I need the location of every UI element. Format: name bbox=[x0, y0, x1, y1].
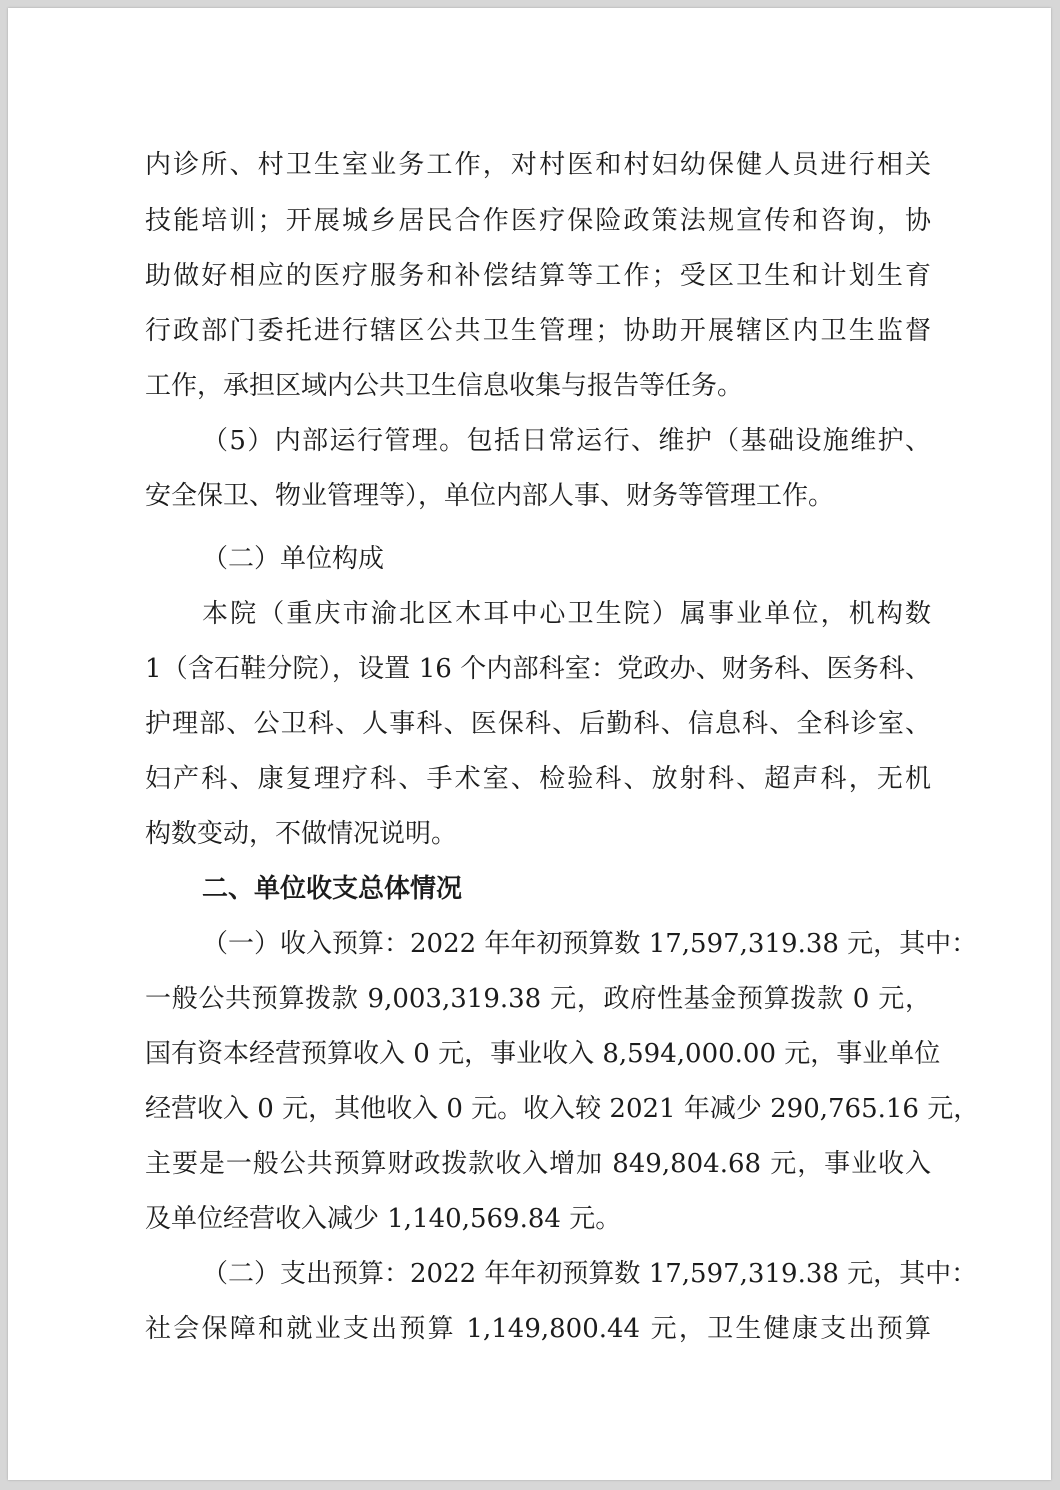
text-line: 行政部门委托进行辖区公共卫生管理；协助开展辖区内卫生监督 bbox=[145, 316, 931, 346]
text-line: 护理部、公卫科、人事科、医保科、后勤科、信息科、全科诊室、 bbox=[145, 709, 931, 739]
text-line: 工作，承担区域内公共卫生信息收集与报告等任务。 bbox=[145, 371, 744, 401]
text-line: （一）收入预算：2022 年年初预算数 17,597,319.38 元，其中： bbox=[202, 929, 978, 959]
text-line: 构数变动，不做情况说明。 bbox=[145, 819, 458, 849]
text-line: 技能培训；开展城乡居民合作医疗保险政策法规宣传和咨询，协 bbox=[145, 206, 931, 236]
text-line: 社会保障和就业支出预算 1,149,800.44 元，卫生健康支出预算 bbox=[145, 1314, 931, 1344]
text-line: 国有资本经营预算收入 0 元，事业收入 8,594,000.00 元，事业单位 bbox=[145, 1039, 941, 1069]
text-line: 安全保卫、物业管理等），单位内部人事、财务等管理工作。 bbox=[145, 481, 835, 511]
text-line: 助做好相应的医疗服务和补偿结算等工作；受区卫生和计划生育 bbox=[145, 261, 931, 291]
text-line: 妇产科、康复理疗科、手术室、检验科、放射科、超声科，无机 bbox=[145, 764, 931, 794]
document-page bbox=[8, 8, 1051, 1480]
text-line: 1（含石鞋分院），设置 16 个内部科室：党政办、财务科、医务科、 bbox=[145, 654, 931, 684]
text-line: 一般公共预算拨款 9,003,319.38 元，政府性基金预算拨款 0 元， bbox=[145, 984, 931, 1014]
text-line: 本院（重庆市渝北区木耳中心卫生院）属事业单位，机构数 bbox=[202, 599, 931, 629]
text-line: （二）支出预算：2022 年年初预算数 17,597,319.38 元，其中： bbox=[202, 1259, 978, 1289]
section-heading: 二、单位收支总体情况 bbox=[202, 874, 463, 904]
text-line: 内诊所、村卫生室业务工作，对村医和村妇幼保健人员进行相关 bbox=[145, 150, 931, 180]
section-subheading: （二）单位构成 bbox=[202, 544, 385, 574]
text-line: 及单位经营收入减少 1,140,569.84 元。 bbox=[145, 1204, 622, 1234]
text-line: 经营收入 0 元，其他收入 0 元。收入较 2021 年减少 290,765.16 元， bbox=[145, 1094, 980, 1124]
text-line: （5）内部运行管理。包括日常运行、维护（基础设施维护、 bbox=[202, 426, 931, 456]
text-line: 主要是一般公共预算财政拨款收入增加 849,804.68 元，事业收入 bbox=[145, 1149, 931, 1179]
